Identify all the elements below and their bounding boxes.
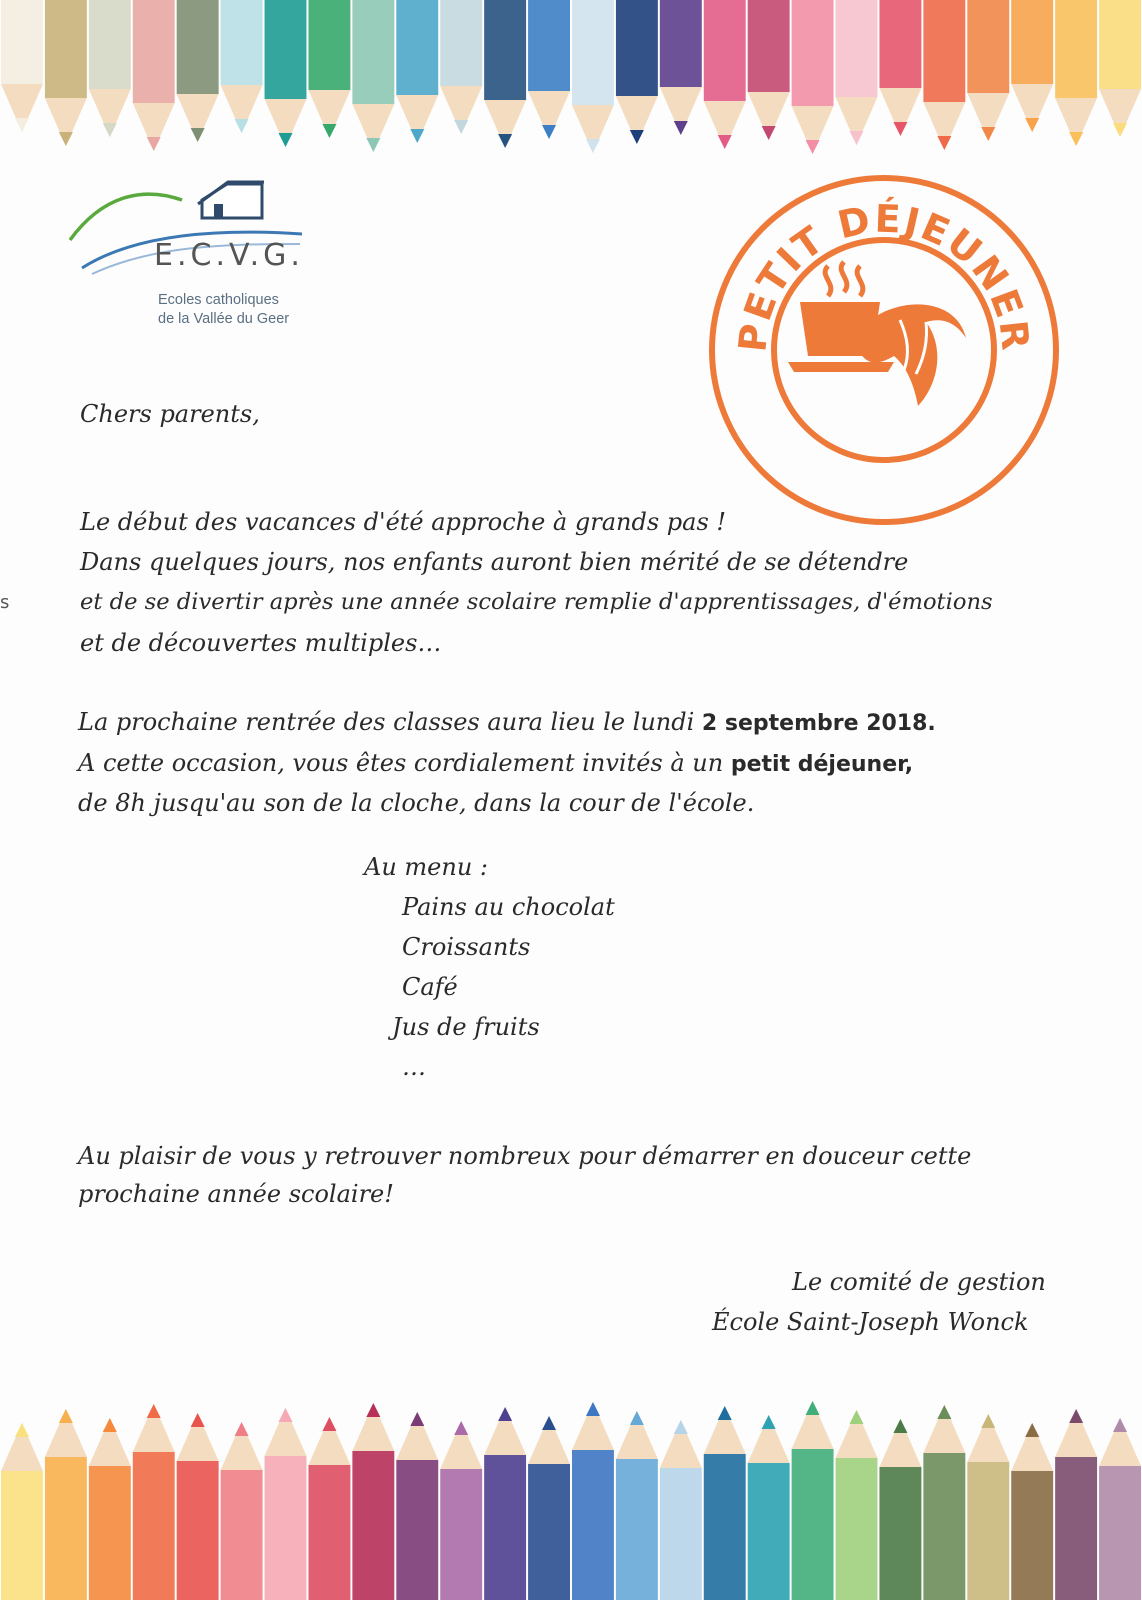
pencil-icon xyxy=(1011,0,1053,132)
pencil-icon xyxy=(967,0,1009,141)
pencil-icon xyxy=(396,0,438,143)
pencil-icon xyxy=(748,0,790,140)
para2-line2 xyxy=(78,749,913,777)
para2-line2-text: A cette occasion, vous êtes cordialement invités à un xyxy=(78,749,731,777)
rentree-date: 2 septembre 2018. xyxy=(701,711,936,736)
pencil-icon xyxy=(923,1405,965,1600)
pencil-icon xyxy=(308,1417,350,1600)
pencil-icon xyxy=(45,0,87,146)
pencil-icon xyxy=(308,0,350,138)
pencil-icon xyxy=(89,0,131,137)
pencil-icon xyxy=(572,1402,614,1600)
pencil-icon xyxy=(616,1411,658,1600)
pencil-icon xyxy=(221,0,263,133)
pencil-icon xyxy=(352,1403,394,1600)
pencil-icon xyxy=(1011,1423,1053,1600)
pencil-icon xyxy=(1055,1409,1097,1600)
pencil-icon xyxy=(616,0,658,144)
pencil-icon xyxy=(133,0,175,151)
breakfast-stamp-icon xyxy=(704,170,1064,530)
pencil-icon xyxy=(45,1409,87,1600)
pencil-icon xyxy=(572,0,614,153)
pencil-icon xyxy=(265,1408,307,1600)
para1-line2: Dans quelques jours, nos enfants auront bien mérité de se détendre xyxy=(80,548,909,576)
para1-line1: Le début des vacances d'été approche à grands pas ! xyxy=(80,508,727,536)
pencil-icon xyxy=(352,0,394,152)
pencil-icon xyxy=(704,0,746,149)
menu-item: Café xyxy=(402,973,458,1001)
pencil-icon xyxy=(879,1419,921,1600)
ecvg-logo xyxy=(62,178,322,338)
pencil-icon xyxy=(1,1423,43,1600)
para2-line1 xyxy=(78,708,936,736)
para2-line1-text: La prochaine rentrée des classes aura lieu le lundi xyxy=(78,708,702,736)
pencil-icon xyxy=(396,1412,438,1600)
menu-label: Au menu : xyxy=(364,853,489,881)
pencil-icon xyxy=(177,1413,219,1600)
signature-line2: École Saint-Joseph Wonck xyxy=(712,1308,1029,1336)
pencil-icon xyxy=(484,0,526,148)
pencil-icon xyxy=(660,0,702,135)
pencil-icon xyxy=(177,0,219,142)
pencil-icon xyxy=(265,0,307,147)
closing-line2: prochaine année scolaire! xyxy=(78,1180,394,1208)
pencil-icon xyxy=(1,0,43,132)
pencil-icon xyxy=(89,1418,131,1600)
logo-subtitle-line1: Ecoles catholiques xyxy=(158,292,279,308)
pencil-icon xyxy=(528,0,570,139)
pencil-icon xyxy=(836,0,878,145)
pencil-icon xyxy=(221,1422,263,1600)
closing-line1: Au plaisir de vous y retrouver nombreux pour démarrer en douceur cette xyxy=(78,1142,972,1170)
pencil-row-bottom xyxy=(0,1345,1142,1600)
logo-subtitle xyxy=(158,291,358,329)
pencil-icon xyxy=(528,1416,570,1600)
stamp-text: PETIT DÉJEUNER xyxy=(730,196,1038,354)
pencil-icon xyxy=(704,1406,746,1600)
edge-mark: s xyxy=(0,592,10,613)
pencil-icon xyxy=(1099,1418,1141,1600)
pencil-icon xyxy=(440,1421,482,1600)
pencil-icon xyxy=(792,0,834,154)
pencil-icon xyxy=(879,0,921,136)
pencil-icon xyxy=(1055,0,1097,146)
petit-dejeuner-stamp xyxy=(704,170,1064,530)
pencil-icon xyxy=(484,1407,526,1600)
bottom-pencils-border xyxy=(0,1345,1142,1600)
pencil-icon xyxy=(133,1404,175,1600)
menu-item: Pains au chocolat xyxy=(402,893,615,921)
signature-line1: Le comité de gestion xyxy=(792,1268,1046,1296)
logo-letters: E.C.V.G. xyxy=(154,238,304,273)
menu-item: Jus de fruits xyxy=(392,1013,540,1041)
pencil-icon xyxy=(748,1415,790,1600)
para2-line3: de 8h jusqu'au son de la cloche, dans la cour de l'école. xyxy=(78,789,755,817)
pencil-icon xyxy=(1099,0,1141,137)
pencil-icon xyxy=(792,1401,834,1600)
petit-dejeuner-highlight: petit déjeuner, xyxy=(730,752,914,777)
para1-line3: et de se divertir après une année scolaire remplie d'apprentissages, d'émotions xyxy=(80,589,993,615)
pencil-icon xyxy=(836,1410,878,1600)
menu-item: … xyxy=(402,1053,426,1081)
greeting: Chers parents, xyxy=(80,400,260,428)
pencil-icon xyxy=(440,0,482,134)
para1-line4: et de découvertes multiples… xyxy=(80,629,442,657)
logo-subtitle-line2: de la Vallée du Geer xyxy=(158,311,290,327)
menu-item: Croissants xyxy=(402,933,531,961)
pencil-icon xyxy=(660,1420,702,1600)
pencil-icon xyxy=(967,1414,1009,1600)
pencil-icon xyxy=(923,0,965,150)
